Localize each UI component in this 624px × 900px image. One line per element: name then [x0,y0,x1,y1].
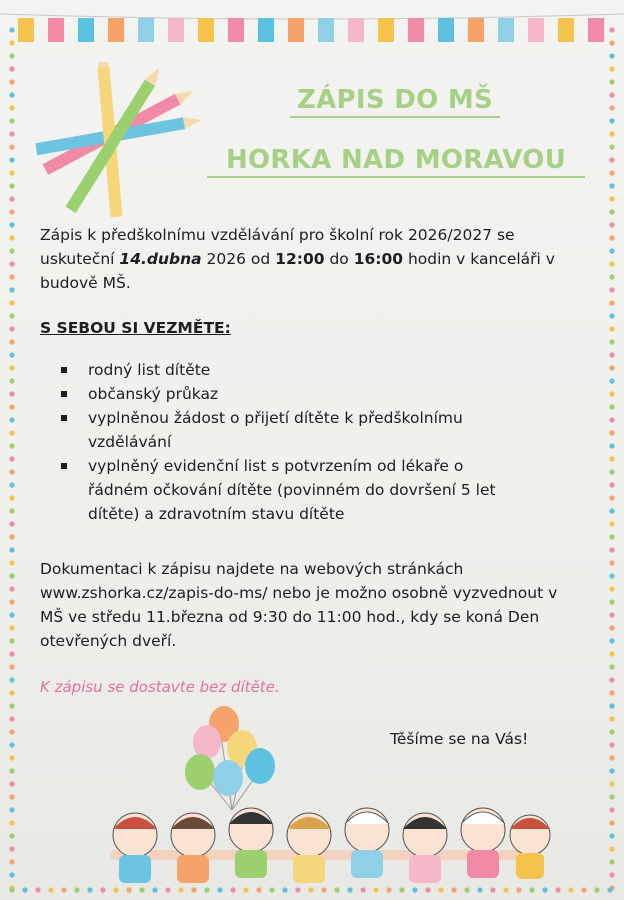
border-dot [9,495,14,500]
bunting-flag [48,18,64,42]
border-dot [9,365,14,370]
border-dot [9,456,14,461]
border-dot [9,404,14,409]
border-dot [9,430,14,435]
bunting-flag [78,18,94,42]
border-dot [9,638,14,643]
border-dot [609,209,614,214]
border-dot [9,846,14,851]
border-dot [9,742,14,747]
border-dot [9,287,14,292]
border-dot [609,313,614,318]
border-dot [609,794,614,799]
border-dot [9,79,14,84]
border-dot [609,612,614,617]
border-dot [609,183,614,188]
border-dot [9,105,14,110]
enrollment-date: 14.dubna [119,250,202,268]
border-dot [609,66,614,71]
border-dot [9,534,14,539]
border-dot [609,625,614,630]
border-dot [9,417,14,422]
list-item: vyplněný evidenční list s potvrzením od lékaře o řádném očkování dítěte (povinném do dovršení 5 let dítěte) a zdravotním stavu dítěte [58,454,528,526]
border-dot [609,105,614,110]
border-dot [22,887,27,892]
border-dot [568,887,573,892]
border-dot [9,352,14,357]
border-dot [9,339,14,344]
border-dot [9,651,14,656]
border-dot [609,170,614,175]
border-dot [609,339,614,344]
children-holding-hands-illustration [110,808,550,883]
border-dot [609,742,614,747]
border-dot [609,430,614,435]
border-dot [9,378,14,383]
border-dot [9,118,14,123]
border-dot [9,872,14,877]
intro-text-2: 2026 od [201,250,276,268]
border-dot [9,183,14,188]
list-item: rodný list dítěte [58,358,528,382]
border-dot [9,677,14,682]
border-dot [9,560,14,565]
border-dot [9,92,14,97]
border-dot [609,651,614,656]
border-dot [9,599,14,604]
border-dot [609,92,614,97]
border-dot [609,703,614,708]
border-dot [609,443,614,448]
border-dot [9,664,14,669]
border-dot [609,118,614,123]
bunting-flag [498,18,514,42]
border-dot [9,781,14,786]
border-dot [9,833,14,838]
border-dot [609,378,614,383]
list-item: vyplněnou žádost o přijetí dítěte k předškolnímu vzdělávání [58,406,528,454]
docs-paragraph: Dokumentaci k zápisu najdete na webových stránkách www.zshorka.cz/zapis-do-ms/ nebo je možno osobně vyzvednout v MŠ ve středu 11.března od 9:30 do 11:00 hod., kdy se koná Den otevřených dveří. [40,560,558,650]
bunting-flag [168,18,184,42]
intro-text-4: hodin v kanceláři v budově MŠ. [40,250,555,292]
bunting-flag [198,18,214,42]
border-dot [609,872,614,877]
border-dot [609,560,614,565]
border-dot [9,170,14,175]
bunting-flag [528,18,544,42]
border-dot [9,690,14,695]
border-dot [609,261,614,266]
border-dot [609,807,614,812]
border-dot [609,768,614,773]
border-dot [609,599,614,604]
bunting-flag [408,18,424,42]
border-dot [9,573,14,578]
border-dot [9,768,14,773]
children-balloons-illustration [90,700,560,890]
bunting-flag [378,18,394,42]
border-dot [609,547,614,552]
border-dot [9,144,14,149]
bunting-flag [468,18,484,42]
border-dot [609,716,614,721]
border-dot [609,833,614,838]
border-dot [9,887,14,892]
border-dot [9,157,14,162]
border-dot [9,547,14,552]
border-dot [9,469,14,474]
border-dot [609,404,614,409]
border-dot [609,157,614,162]
border-dot [609,274,614,279]
border-dot [609,586,614,591]
bring-list [58,358,528,526]
border-dot [609,846,614,851]
list-item: občanský průkaz [58,382,528,406]
border-dot [609,196,614,201]
border-dot [9,235,14,240]
border-dot [9,222,14,227]
border-dot [35,887,40,892]
border-dot [9,391,14,396]
border-dot [609,79,614,84]
border-dot [61,887,66,892]
colored-pencils-illustration [28,62,208,222]
border-dot [609,534,614,539]
border-dot [9,274,14,279]
border-dot [9,755,14,760]
border-dot [609,495,614,500]
time-from: 12:00 [275,250,325,268]
border-dot [9,859,14,864]
border-dot [581,887,586,892]
border-dot [9,729,14,734]
border-dot [609,729,614,734]
bunting-flag [108,18,124,42]
border-dot [9,326,14,331]
bunting-flag [438,18,454,42]
border-dot [609,573,614,578]
border-dot [609,352,614,357]
intro-text-3: do [324,250,354,268]
border-dot [48,887,53,892]
border-dot [9,66,14,71]
border-dot [9,482,14,487]
page-title: ZÁPIS DO MŠ [290,86,500,118]
border-dot [9,248,14,253]
note-text: K zápisu se dostavte bez dítěte. [40,678,280,696]
border-dot [609,820,614,825]
border-dot [609,690,614,695]
border-dot [609,300,614,305]
bunting-flag [228,18,244,42]
bunting-flag [318,18,334,42]
border-dot [609,248,614,253]
border-dot [609,677,614,682]
bunting-flag [348,18,364,42]
border-dot [9,807,14,812]
border-dot [609,859,614,864]
border-dot [609,456,614,461]
border-dot [609,508,614,513]
intro-paragraph [40,223,585,295]
border-dot [9,443,14,448]
page-subtitle: HORKA NAD MORAVOU [207,146,585,178]
border-dot [609,222,614,227]
border-dot [609,365,614,370]
border-dot [9,716,14,721]
greeting-text: Těšíme se na Vás! [390,730,529,748]
border-dot [609,131,614,136]
bunting-flag [18,18,34,42]
border-dot [609,469,614,474]
border-dot [9,196,14,201]
border-dot [9,612,14,617]
border-dot [609,482,614,487]
border-dot [9,508,14,513]
bunting-flag [588,18,604,42]
bunting-flag [288,18,304,42]
border-dot [9,313,14,318]
intro-text-1: Zápis k předškolnímu vzdělávání pro školní rok 2026/2027 se uskuteční [40,226,515,268]
border-dot [609,391,614,396]
bunting-flag [558,18,574,42]
border-dot [594,887,599,892]
border-dot [609,326,614,331]
border-dot [609,638,614,643]
border-dot [9,209,14,214]
border-dot [9,300,14,305]
border-dot [609,287,614,292]
border-dot [609,755,614,760]
border-dot [609,235,614,240]
border-dot [9,586,14,591]
border-dot [9,703,14,708]
bring-heading: S SEBOU SI VEZMĚTE: [40,319,231,337]
border-dot [609,417,614,422]
border-dot [9,261,14,266]
balloons-illustration [185,706,275,810]
border-dot [9,625,14,630]
border-dot [9,131,14,136]
border-dot [609,521,614,526]
bunting-flag [138,18,154,42]
bunting-flags [0,0,624,60]
time-to: 16:00 [353,250,404,268]
border-dot [9,820,14,825]
border-dot [607,887,612,892]
border-dot [9,794,14,799]
border-dot [609,664,614,669]
bunting-flag [258,18,274,42]
border-dot [609,144,614,149]
border-dot [609,781,614,786]
border-dot [74,887,79,892]
border-dot [9,521,14,526]
